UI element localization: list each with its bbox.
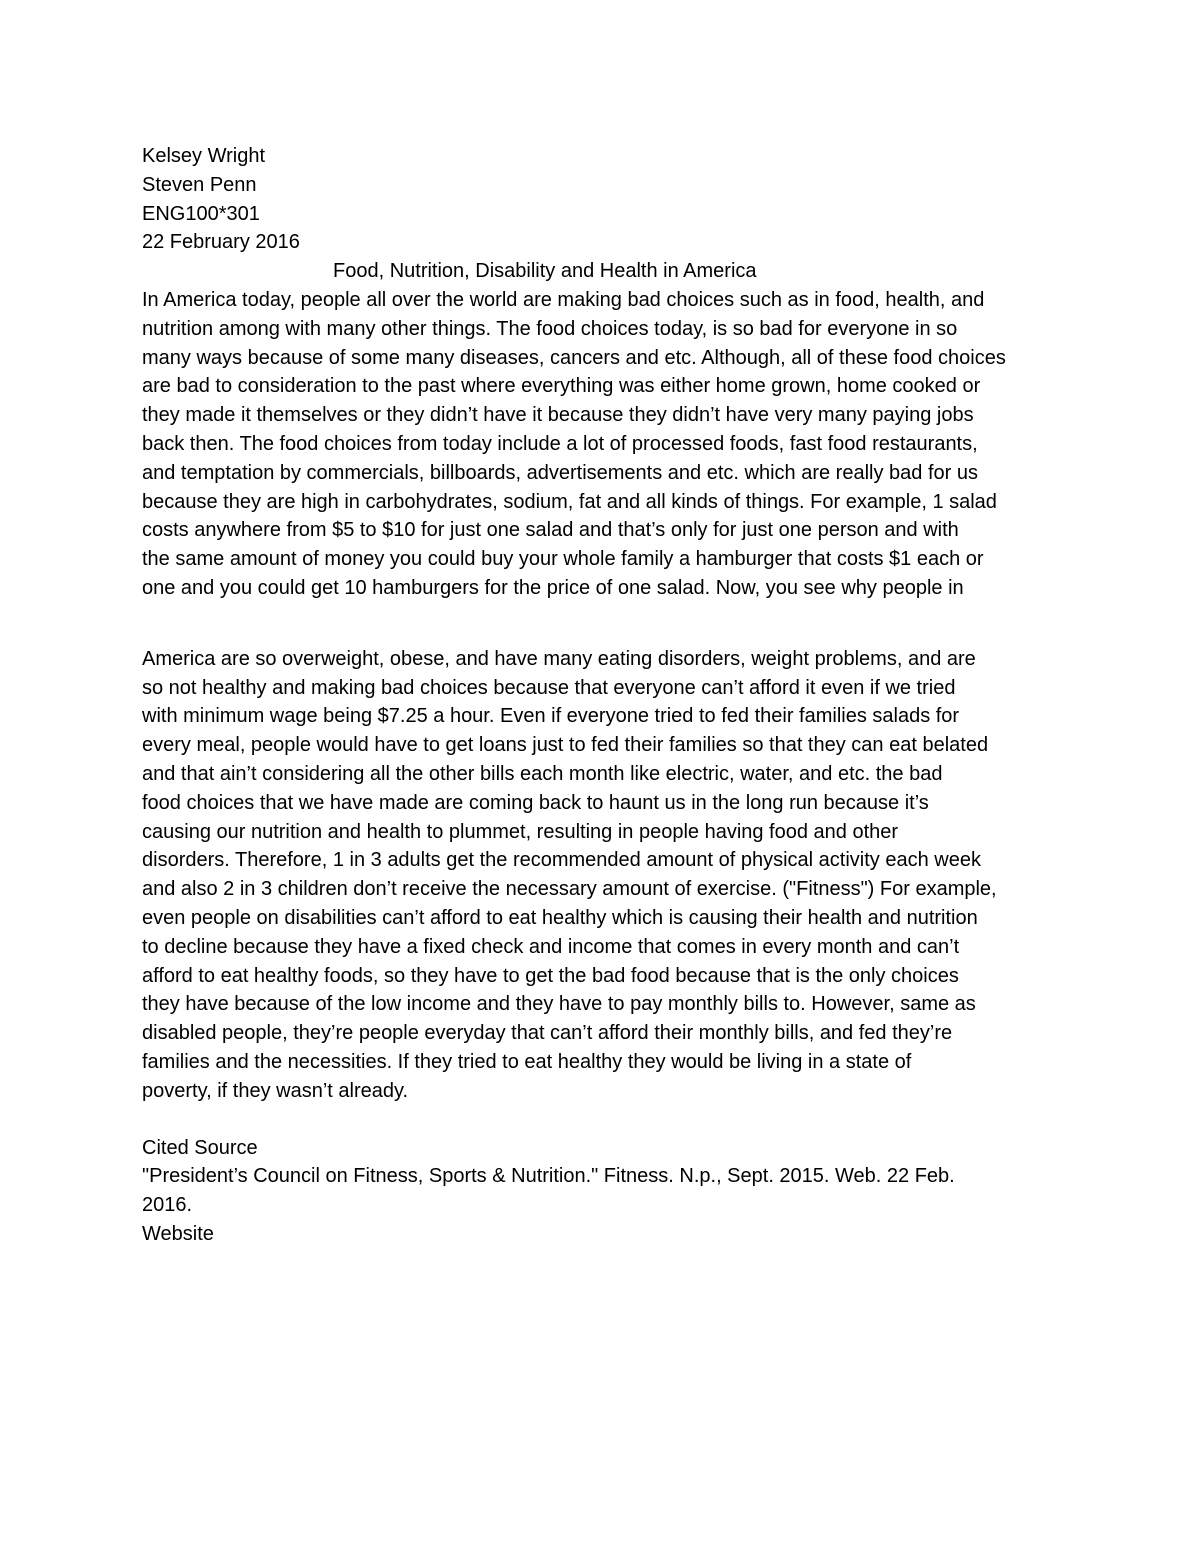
- paragraph-2: [142, 645, 1062, 1106]
- paragraph-line: causing our nutrition and health to plummet, resulting in people having food and other: [142, 820, 899, 843]
- paragraph-line: disorders. Therefore, 1 in 3 adults get the recommended amount of physical activity each week: [142, 849, 981, 872]
- paragraph-line: and temptation by commercials, billboards, advertisements and etc. which are really bad for us: [142, 461, 978, 484]
- paragraph-line: many ways because of some many diseases, cancers and etc. Although, all of these food choices: [142, 346, 1006, 369]
- paragraph-line: food choices that we have made are coming back to haunt us in the long run because it’s: [142, 791, 929, 814]
- paragraph-line: because they are high in carbohydrates, sodium, fat and all kinds of things. For example, 1 salad: [142, 490, 997, 513]
- cited-source-heading: Cited Source: [142, 1136, 258, 1159]
- document-title: Food, Nutrition, Disability and Health in America: [333, 260, 757, 283]
- paragraph-line: In America today, people all over the world are making bad choices such as in food, health, and: [142, 288, 985, 311]
- paragraph-line: costs anywhere from $5 to $10 for just one salad and that’s only for just one person and with: [142, 519, 959, 542]
- citation-type: Website: [142, 1222, 214, 1245]
- paragraph-line: America are so overweight, obese, and have many eating disorders, weight problems, and are: [142, 647, 976, 670]
- paragraph-line: nutrition among with many other things. The food choices today, is so bad for everyone in so: [142, 317, 958, 340]
- paragraph-line: poverty, if they wasn’t already.: [142, 1079, 409, 1102]
- paragraph-1: [142, 286, 1062, 603]
- paragraph-line: disabled people, they’re people everyday that can’t afford their monthly bills, and fed they’re: [142, 1022, 953, 1045]
- paragraph-line: with minimum wage being $7.25 a hour. Even if everyone tried to fed their families salads for: [142, 705, 960, 728]
- paragraph-line: families and the necessities. If they tried to eat healthy they would be living in a state of: [142, 1050, 912, 1073]
- paragraph-line: they made it themselves or they didn’t have it because they didn’t have very many paying jobs: [142, 404, 974, 427]
- paragraph-line: they have because of the low income and they have to pay monthly bills to. However, same as: [142, 993, 976, 1016]
- course-code: ENG100*301: [142, 202, 260, 225]
- paragraph-line: afford to eat healthy foods, so they have to get the bad food because that is the only choices: [142, 964, 959, 987]
- document-date: 22 February 2016: [142, 231, 300, 254]
- paragraph-line: are bad to consideration to the past where everything was either home grown, home cooked or: [142, 375, 981, 398]
- citation-line: 2016.: [142, 1194, 193, 1217]
- author-name: Kelsey Wright: [142, 145, 266, 167]
- section-gap: [142, 1106, 1062, 1134]
- paragraph-line: every meal, people would have to get loans just to fed their families so that they can eat belated: [142, 734, 989, 757]
- paragraph-line: back then. The food choices from today include a lot of processed foods, fast food restaurants,: [142, 432, 978, 455]
- instructor-name: Steven Penn: [142, 173, 257, 196]
- paragraph-line: and also 2 in 3 children don’t receive the necessary amount of exercise. ("Fitness") For example,: [142, 878, 997, 901]
- cited-source-section: [142, 1134, 1062, 1249]
- paragraph-line: to decline because they have a fixed check and income that comes in every month and can’t: [142, 935, 960, 958]
- paragraph-line: so not healthy and making bad choices because that everyone can’t afford it even if we tried: [142, 676, 956, 699]
- page-break-gap: [142, 603, 1062, 645]
- paragraph-line: one and you could get 10 hamburgers for the price of one salad. Now, you see why people in: [142, 576, 964, 599]
- paragraph-line: the same amount of money you could buy your whole family a hamburger that costs $1 each or: [142, 548, 984, 571]
- citation-line: "President’s Council on Fitness, Sports & Nutrition." Fitness. N.p., Sept. 2015. Web. 22 Feb.: [142, 1165, 955, 1188]
- paragraph-line: and that ain’t considering all the other bills each month like electric, water, and etc. the bad: [142, 762, 943, 785]
- document-page: [142, 142, 1062, 1249]
- paragraph-line: even people on disabilities can’t afford to eat healthy which is causing their health and nutrition: [142, 906, 978, 929]
- document-header: [142, 142, 1062, 257]
